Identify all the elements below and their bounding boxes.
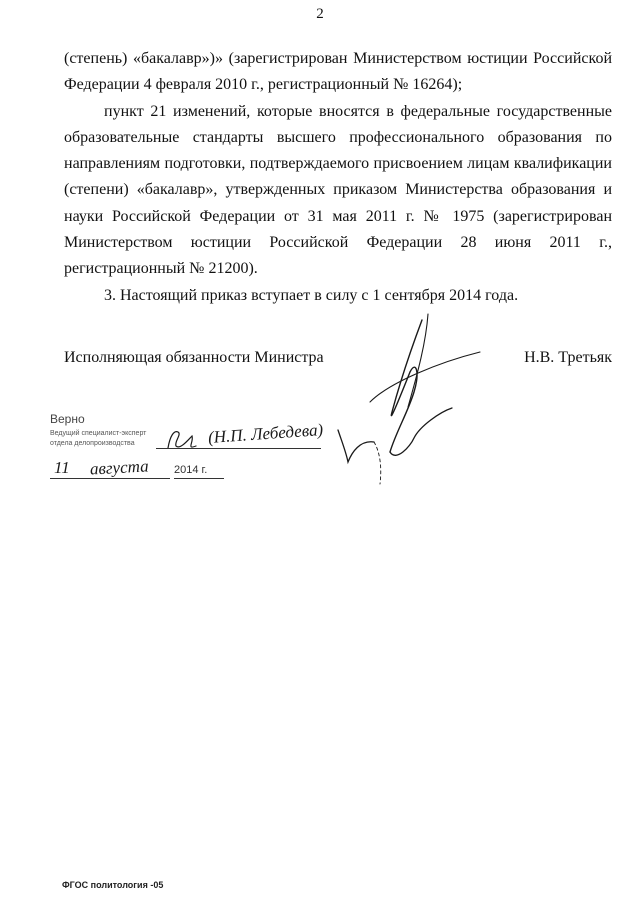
certifier-position-line2: отдела делопроизводства: [50, 440, 135, 447]
signature-underline: [156, 448, 321, 449]
paragraph-effective-date: 3. Настоящий приказ вступает в силу с 1 сентября 2014 года.: [104, 286, 519, 304]
certifier-position-line1: Ведущий специалист-эксперт: [50, 430, 147, 437]
date-year: 2014 г.: [174, 464, 208, 476]
certification-block: [48, 412, 378, 492]
certification-date: [50, 458, 380, 486]
date-day: 11: [54, 458, 70, 477]
paragraph-continuation: (степень) «бакалавр»)» (зарегистрирован Министерством юстиции Российской Федерации 4 февраля 2010 г., регистрационный № 16264);: [64, 50, 612, 94]
date-underline: [50, 478, 170, 479]
document-body: [64, 46, 612, 309]
signatory-title: Исполняющая обязанности Министра: [64, 349, 324, 366]
certifier-name-handwritten: (Н.П. Лебедева): [207, 420, 324, 447]
year-underline: [174, 478, 224, 479]
date-month: августа: [89, 456, 150, 479]
certifier-handwritten-signature: [162, 424, 202, 454]
paragraph-item-21: пункт 21 изменений, которые вносятся в федеральные государственные образовательные стандарты высшего профессионального образования по направлениям подготовки, подтверждаемого присвоением лицам квалификации (степени) «бакалавр», утвержденных приказом Министерства образования и науки Российской Федерации от 31 мая 2011 г. № 1975 (зарегистрирован Министерством юстиции Российской Федерации 28 июня 2011 г., регистрационный № 21200).: [64, 102, 612, 278]
certification-word: Верно: [50, 412, 85, 426]
signatory-name: Н.В. Третьяк: [524, 349, 612, 366]
footer-label: ФГОС политология -05: [62, 880, 164, 890]
page-number: 2: [316, 6, 324, 22]
